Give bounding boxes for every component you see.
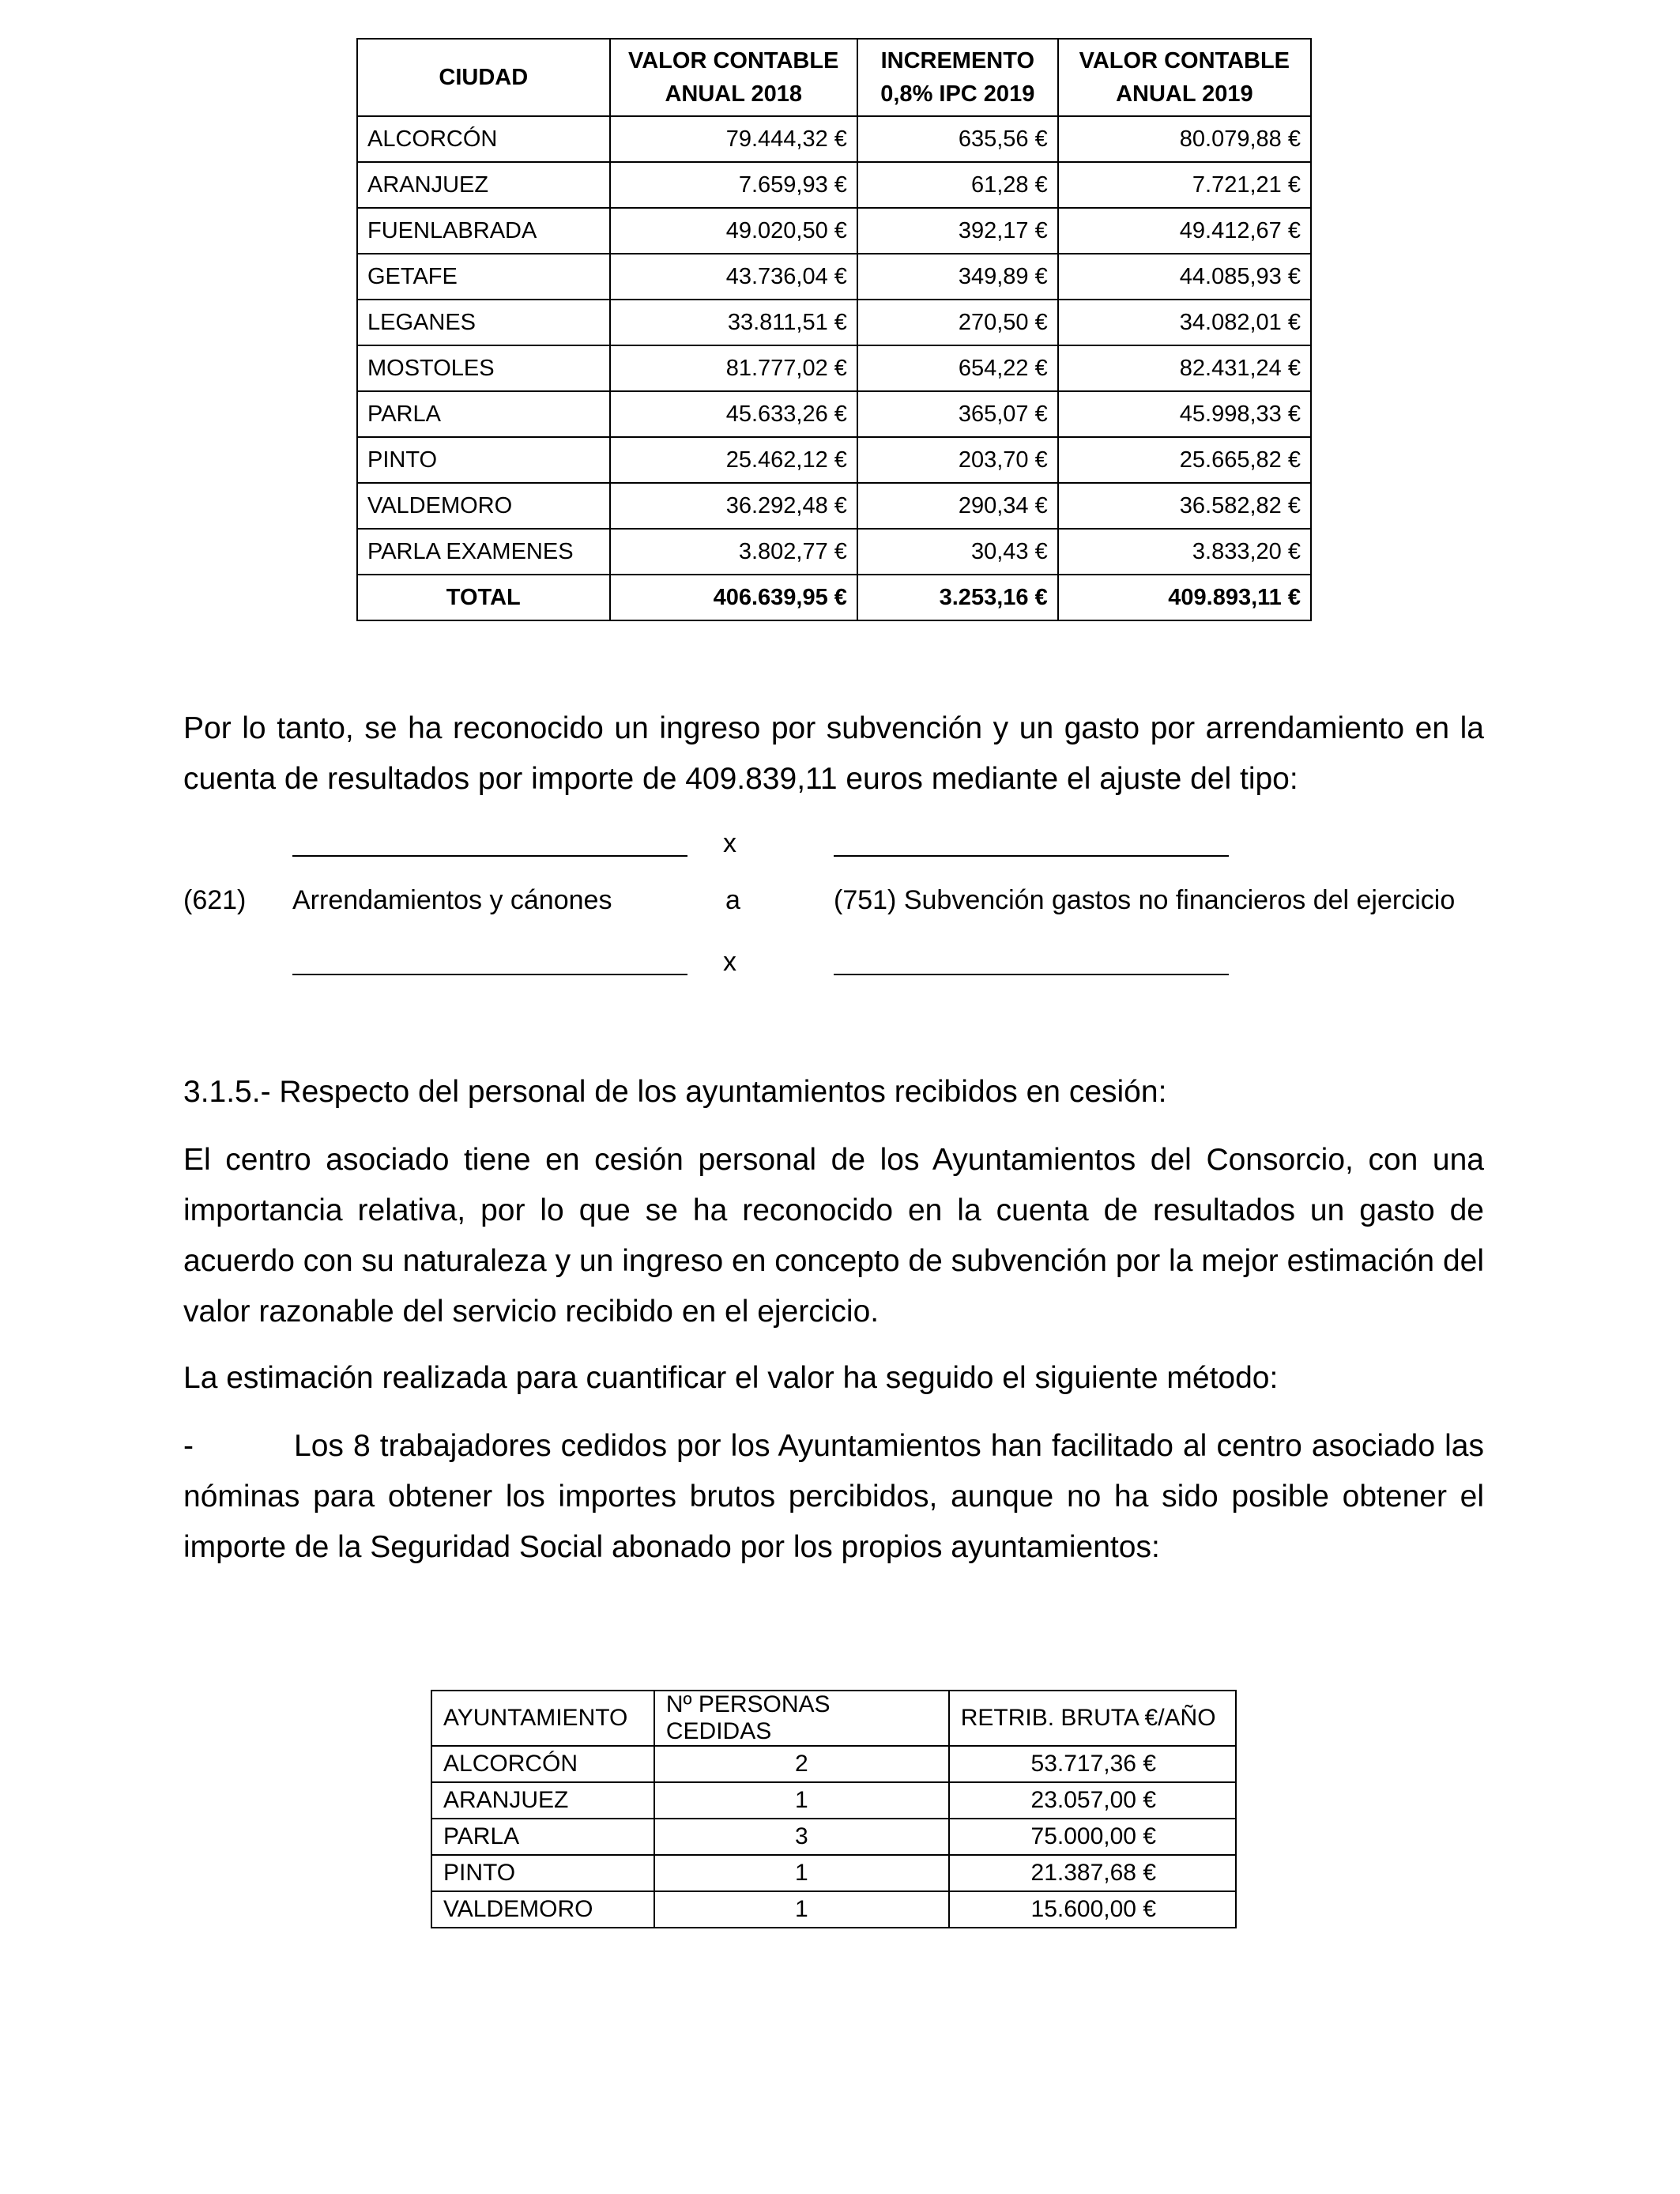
section-heading: 3.1.5.- Respecto del personal de los ayuntamientos recibidos en cesión: [183, 1075, 1167, 1109]
table-header-row [357, 39, 1311, 116]
entry-x-bottom: x [723, 947, 736, 977]
header-valor-2018: VALOR CONTABLE ANUAL 2018 [610, 39, 857, 116]
cell-inc: 349,89 € [857, 254, 1058, 300]
cell-personas: 1 [654, 1891, 949, 1928]
paragraph-metodo: La estimación realizada para cuantificar el valor ha seguido el siguiente método: [183, 1361, 1279, 1395]
table-row [357, 254, 1311, 300]
cell-city: MOSTOLES [357, 345, 610, 391]
entry-rule-bottom-left [292, 974, 687, 975]
cell-ayuntamiento: PINTO [431, 1855, 654, 1891]
entry-x-top: x [723, 828, 736, 858]
paragraph-ajuste: Por lo tanto, se ha reconocido un ingreso por subvención y un gasto por arrendamiento en la cuenta de resultados por importe de 409.839,11 euros mediante el ajuste del tipo: [183, 711, 1484, 796]
cell-city: GETAFE [357, 254, 610, 300]
table-row [357, 529, 1311, 575]
cell-total-inc: 3.253,16 € [857, 575, 1058, 620]
cell-inc: 203,70 € [857, 437, 1058, 483]
bullet-paragraph [183, 1421, 1484, 1573]
cell-inc: 270,50 € [857, 300, 1058, 345]
cell-retribucion: 15.600,00 € [949, 1891, 1236, 1928]
cell-city: VALDEMORO [357, 483, 610, 529]
table-row [357, 116, 1311, 162]
personal-cedido-table [431, 1690, 1237, 1928]
cell-inc: 654,22 € [857, 345, 1058, 391]
cell-v2019: 49.412,67 € [1058, 208, 1311, 254]
cell-personas: 1 [654, 1782, 949, 1819]
table-row [357, 483, 1311, 529]
entry-rule-top-right [834, 855, 1229, 857]
cell-v2019: 45.998,33 € [1058, 391, 1311, 437]
total-row [357, 575, 1311, 620]
cell-city: ARANJUEZ [357, 162, 610, 208]
cell-city: LEGANES [357, 300, 610, 345]
table-row [431, 1782, 1236, 1819]
cell-ayuntamiento: ALCORCÓN [431, 1746, 654, 1782]
cell-retribucion: 53.717,36 € [949, 1746, 1236, 1782]
cell-v2018: 33.811,51 € [610, 300, 857, 345]
cell-v2019: 82.431,24 € [1058, 345, 1311, 391]
cell-city: PINTO [357, 437, 610, 483]
header-retribucion: RETRIB. BRUTA €/AÑO [949, 1691, 1236, 1746]
cell-v2019: 7.721,21 € [1058, 162, 1311, 208]
cell-inc: 635,56 € [857, 116, 1058, 162]
header-ayuntamiento: AYUNTAMIENTO [431, 1691, 654, 1746]
table-row [357, 208, 1311, 254]
cell-personas: 3 [654, 1819, 949, 1855]
cell-city: FUENLABRADA [357, 208, 610, 254]
cell-ayuntamiento: VALDEMORO [431, 1891, 654, 1928]
cell-city: PARLA [357, 391, 610, 437]
cell-v2019: 34.082,01 € [1058, 300, 1311, 345]
cell-v2018: 3.802,77 € [610, 529, 857, 575]
cell-total-v2018: 406.639,95 € [610, 575, 857, 620]
cell-v2019: 80.079,88 € [1058, 116, 1311, 162]
cell-retribucion: 23.057,00 € [949, 1782, 1236, 1819]
valor-contable-table [356, 38, 1312, 621]
header-valor-2019: VALOR CONTABLE ANUAL 2019 [1058, 39, 1311, 116]
entry-connector: a [725, 885, 740, 915]
cell-v2018: 43.736,04 € [610, 254, 857, 300]
cell-ayuntamiento: ARANJUEZ [431, 1782, 654, 1819]
table-row [431, 1746, 1236, 1782]
cell-v2018: 49.020,50 € [610, 208, 857, 254]
cell-v2018: 81.777,02 € [610, 345, 857, 391]
entry-rule-bottom-right [834, 974, 1229, 975]
entry-debit-code: (621) [183, 885, 247, 915]
cell-city: PARLA EXAMENES [357, 529, 610, 575]
table-row [431, 1819, 1236, 1855]
cell-retribucion: 75.000,00 € [949, 1819, 1236, 1855]
cell-v2018: 25.462,12 € [610, 437, 857, 483]
table-row [357, 300, 1311, 345]
header-incremento: INCREMENTO 0,8% IPC 2019 [857, 39, 1058, 116]
cell-v2018: 36.292,48 € [610, 483, 857, 529]
table-row [357, 437, 1311, 483]
cell-inc: 30,43 € [857, 529, 1058, 575]
table-row [431, 1855, 1236, 1891]
cell-v2019: 3.833,20 € [1058, 529, 1311, 575]
cell-inc: 365,07 € [857, 391, 1058, 437]
cell-ayuntamiento: PARLA [431, 1819, 654, 1855]
entry-debit-label: Arrendamientos y cánones [292, 885, 612, 915]
cell-v2019: 44.085,93 € [1058, 254, 1311, 300]
paragraph-cesion: El centro asociado tiene en cesión personal de los Ayuntamientos del Consorcio, con una importancia relativa, por lo que se ha reconocido en la cuenta de resultados un gasto de acuerdo con su naturaleza y un ingreso en concepto de subvención por la mejor estimación del valor razonable del servicio recibido en el ejercicio. [183, 1143, 1484, 1329]
entry-credit: (751) Subvención gastos no financieros del ejercicio [834, 885, 1456, 915]
header-personas: Nº PERSONAS CEDIDAS [654, 1691, 949, 1746]
cell-personas: 1 [654, 1855, 949, 1891]
header-ciudad: CIUDAD [357, 39, 610, 116]
table-row [431, 1891, 1236, 1928]
cell-inc: 392,17 € [857, 208, 1058, 254]
cell-inc: 61,28 € [857, 162, 1058, 208]
cell-retribucion: 21.387,68 € [949, 1855, 1236, 1891]
table-row [357, 391, 1311, 437]
cell-personas: 2 [654, 1746, 949, 1782]
cell-total-v2019: 409.893,11 € [1058, 575, 1311, 620]
cell-inc: 290,34 € [857, 483, 1058, 529]
bullet-dash: - [183, 1429, 194, 1463]
cell-v2018: 7.659,93 € [610, 162, 857, 208]
cell-v2018: 79.444,32 € [610, 116, 857, 162]
cell-v2018: 45.633,26 € [610, 391, 857, 437]
bullet-text: Los 8 trabajadores cedidos por los Ayuntamientos han facilitado al centro asociado las nóminas para obtener los importes brutos percibidos, aunque no ha sido posible obtener el importe de la Seguridad Social abonado por los propios ayuntamientos: [183, 1429, 1484, 1564]
table-row [357, 345, 1311, 391]
cell-total-label: TOTAL [357, 575, 610, 620]
cell-city: ALCORCÓN [357, 116, 610, 162]
table-row [357, 162, 1311, 208]
entry-rule-top-left [292, 855, 687, 857]
cell-v2019: 25.665,82 € [1058, 437, 1311, 483]
table-header-row [431, 1691, 1236, 1746]
cell-v2019: 36.582,82 € [1058, 483, 1311, 529]
